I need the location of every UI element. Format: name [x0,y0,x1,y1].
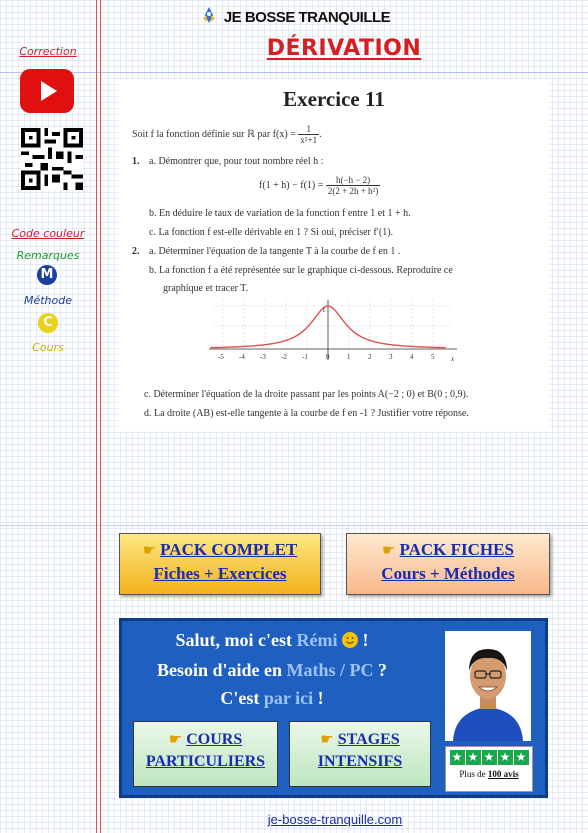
rocket-logo-icon [198,6,220,30]
exercise-title: Exercice 11 [283,87,385,111]
fraction-denominator: 2(2 + 2h + h²) [327,186,379,196]
x-tick-label: -4 [239,353,245,361]
btn2-line2: INTENSIFS [317,753,403,770]
q1-number: 1. [132,156,140,167]
function-graph [207,298,465,368]
ruled-line [0,525,588,526]
x-tick-label: 0 [326,353,330,361]
q2d-text: d. La droite (AB) est-elle tangente à la courbe de f en -1 ? Justifier votre réponse. [144,408,469,419]
x-tick-label: 4 [410,353,414,361]
methode-label: Méthode [23,294,73,307]
fraction-numerator: 1 [298,124,319,135]
intro-text: Soit f la fonction définie sur ℝ par f(x) = [132,128,296,140]
brand-name: JE BOSSE TRANQUILLE [223,8,391,26]
x-tick-label: 2 [368,353,372,361]
fraction-numerator: h(−h − 2) [326,175,380,186]
pack1-title: PACK COMPLET [160,540,298,559]
pack1-subtitle: Fiches + Exercices [153,564,287,583]
star-icon: ★ [514,750,529,765]
q2c-text: c. Déterminer l'équation de la droite passant par les points A(−2 ; 0) et B(0 ; 0,9). [144,389,469,400]
promo-question [122,660,422,681]
correction-label: Correction [19,45,77,58]
tutor-photo [445,631,531,741]
x-tick-label: 1 [347,353,351,361]
intro-fraction [298,124,319,145]
pack2-title: PACK FICHES [399,540,514,559]
x-tick-label: -5 [218,353,224,361]
x-tick-label: -2 [281,353,287,361]
tutor-name: Rémi [296,630,338,650]
q1b-text: b. En déduire le taux de variation de la fonction f entre 1 et 1 + h. [149,208,411,219]
margin-line [100,0,101,833]
q1c-text: c. La fonction f est-elle dérivable en 1 ? Si oui, préciser f′(1). [149,227,394,238]
question-punct: ? [373,660,388,680]
q2a-text: a. Déterminer l'équation de la tangente T à la courbe de f en 1 . [149,246,401,257]
btn1-line1: COURS [186,731,243,748]
website-link[interactable]: je-bosse-tranquille.com [267,812,403,827]
cours-icon: C [38,313,58,333]
cta-text: C'est [220,688,264,708]
exercise-intro: Soit f la fonction définie sur ℝ par f(x) = $\frac{1}{\text{x²+1}}$ . [132,124,322,145]
star-icon: ★ [498,750,513,765]
brand-header[interactable] [0,6,588,30]
pack-complet-button[interactable] [119,533,321,595]
youtube-play-icon[interactable] [20,69,74,113]
pack-fiches-button[interactable] [346,533,550,595]
methode-icon: M [37,265,57,285]
qr-code-icon[interactable] [20,128,84,190]
cta-link[interactable]: par ici [263,688,314,708]
x-tick-label: 3 [389,353,393,361]
tutoring-promo-panel [119,618,548,798]
x-tick-labels [218,353,435,361]
greeting-text: Salut, moi c'est [175,630,297,650]
promo-cta[interactable] [122,688,422,709]
reviews-text [446,769,532,779]
x-axis-label: x [451,355,455,363]
exercise-card [119,79,549,431]
remarques-label: Remarques [16,249,80,262]
fraction-denominator: x²+1 [300,135,318,145]
color-code-label: Code couleur [11,227,85,240]
q2-number: 2. [132,246,140,257]
reviews-count[interactable]: 100 avis [487,769,519,779]
x-tick-label: 5 [431,353,435,361]
formula-fraction [326,175,380,196]
q2b-text-cont: graphique et tracer T. [163,283,249,294]
btn2-line1: STAGES [337,731,400,748]
smiley-icon [342,632,358,648]
y-tick-label: 1 [322,306,326,314]
page-title: DÉRIVATION [266,36,422,61]
subjects: Maths / PC [286,660,374,680]
q2b-text: b. La fonction f a été représentée sur le graphique ci-dessous. Reproduire ce [149,265,453,276]
star-icon: ★ [450,750,465,765]
rating-badge[interactable] [445,746,533,792]
q1a-text: a. Démontrer que, pour tout nombre réel h : [149,156,324,167]
margin-line [96,0,97,833]
star-icon: ★ [482,750,497,765]
cours-label: Cours [32,341,64,354]
formula-lhs: f(1 + h) − f(1) = [259,179,324,191]
q1a-formula [259,175,380,196]
x-tick-label: -1 [302,353,308,361]
question-text: Besoin d'aide en [156,660,287,680]
pointing-hand-icon: ☛ [168,730,183,748]
reviews-prefix: Plus de [459,769,488,779]
pointing-hand-icon: ☛ [382,541,396,559]
cours-particuliers-button[interactable] [133,721,278,787]
star-icon: ★ [466,750,481,765]
rating-stars [446,750,532,765]
pointing-hand-icon: ☛ [142,541,157,559]
x-tick-label: -3 [260,353,266,361]
promo-greeting [122,630,422,651]
ruled-line [0,72,588,73]
greeting-punct: ! [357,630,369,650]
cta-punct: ! [313,688,324,708]
pack2-subtitle: Cours + Méthodes [381,564,515,583]
stages-intensifs-button[interactable] [289,721,431,787]
btn1-line2: PARTICULIERS [145,753,266,770]
pointing-hand-icon: ☛ [320,730,334,748]
